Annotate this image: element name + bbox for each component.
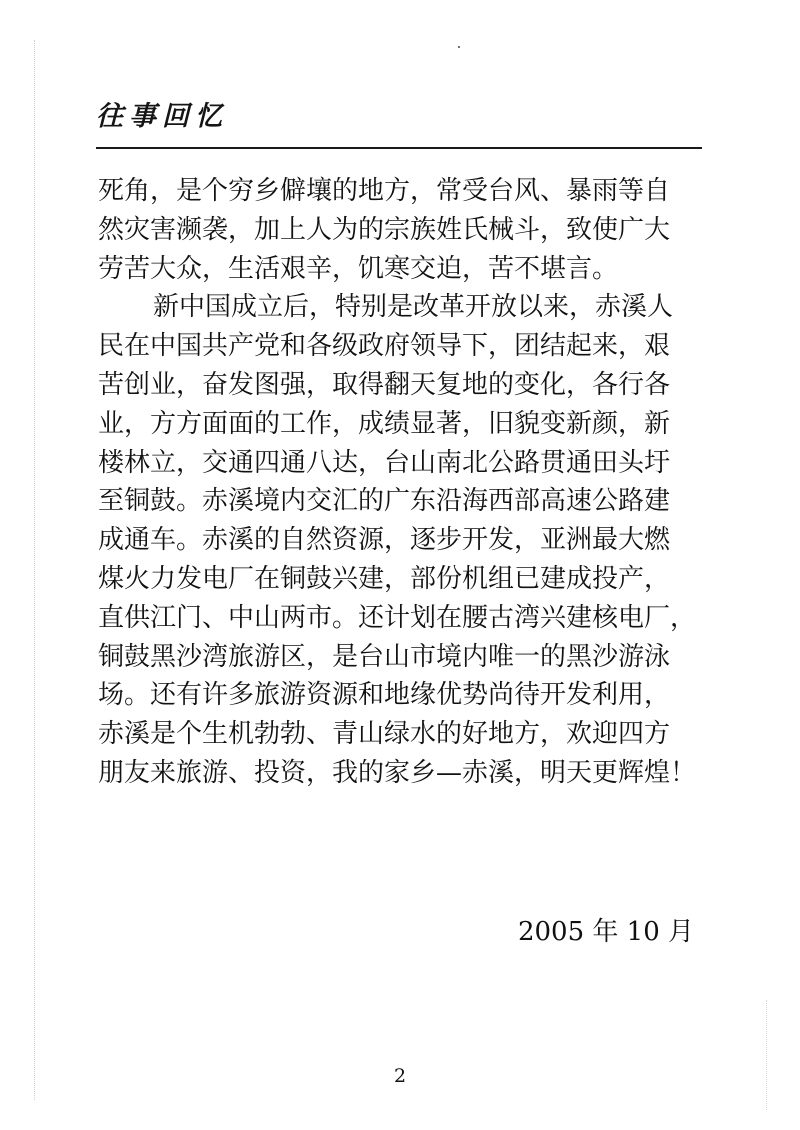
text-line: 场。还有许多旅游资源和地缘优势尚待开发利用，: [98, 680, 671, 711]
text-line: 死角，是个穷乡僻壤的地方，常受台风、暴雨等自: [98, 176, 671, 206]
paragraph-start-line: 新中国成立后，特别是改革开放以来，赤溪人: [153, 292, 674, 323]
text-line: 煤火力发电厂在铜鼓兴建，部份机组已建成投产，: [98, 563, 671, 594]
text-line: 铜鼓黑沙湾旅游区，是台山市境内唯一的黑沙游泳: [98, 641, 671, 672]
body-text: [98, 172, 708, 793]
text-line: 朋友来旅游、投资，我的家乡—赤溪，明天更辉煌！: [98, 757, 697, 788]
running-header-title: 往事回忆: [96, 101, 228, 132]
text-line: 楼林立，交通四通八达，台山南北公路贯通田头圩: [98, 447, 671, 478]
text-line: 至铜鼓。赤溪境内交汇的广东沿海西部高速公路建: [98, 486, 671, 517]
text-line: 劳苦大众，生活艰辛，饥寒交迫，苦不堪言。: [98, 253, 619, 284]
signature-date: 2005 年 10 月: [517, 917, 694, 947]
text-line: 苦创业，奋发图强，取得翻天复地的变化，各行各: [98, 369, 671, 400]
scan-binding-edge: [34, 40, 35, 1100]
scan-speck: [458, 46, 460, 48]
text-line: 直供江门、中山两市。还计划在腰古湾兴建核电厂，: [98, 602, 697, 633]
header-rule: [96, 147, 702, 149]
text-line: 民在中国共产党和各级政府领导下，团结起来，艰: [98, 331, 671, 362]
page-number: 2: [393, 1065, 407, 1087]
text-line: 赤溪是个生机勃勃、青山绿水的好地方，欢迎四方: [98, 719, 671, 750]
text-line: 成通车。赤溪的自然资源，逐步开发，亚洲最大燃: [98, 525, 671, 556]
text-line: 业，方方面面的工作，成绩显著，旧貌变新颜，新: [98, 408, 671, 439]
text-line: 然灾害濒袭，加上人为的宗族姓氏械斗，致使广大: [98, 214, 671, 245]
scan-right-edge: [766, 1000, 767, 1110]
